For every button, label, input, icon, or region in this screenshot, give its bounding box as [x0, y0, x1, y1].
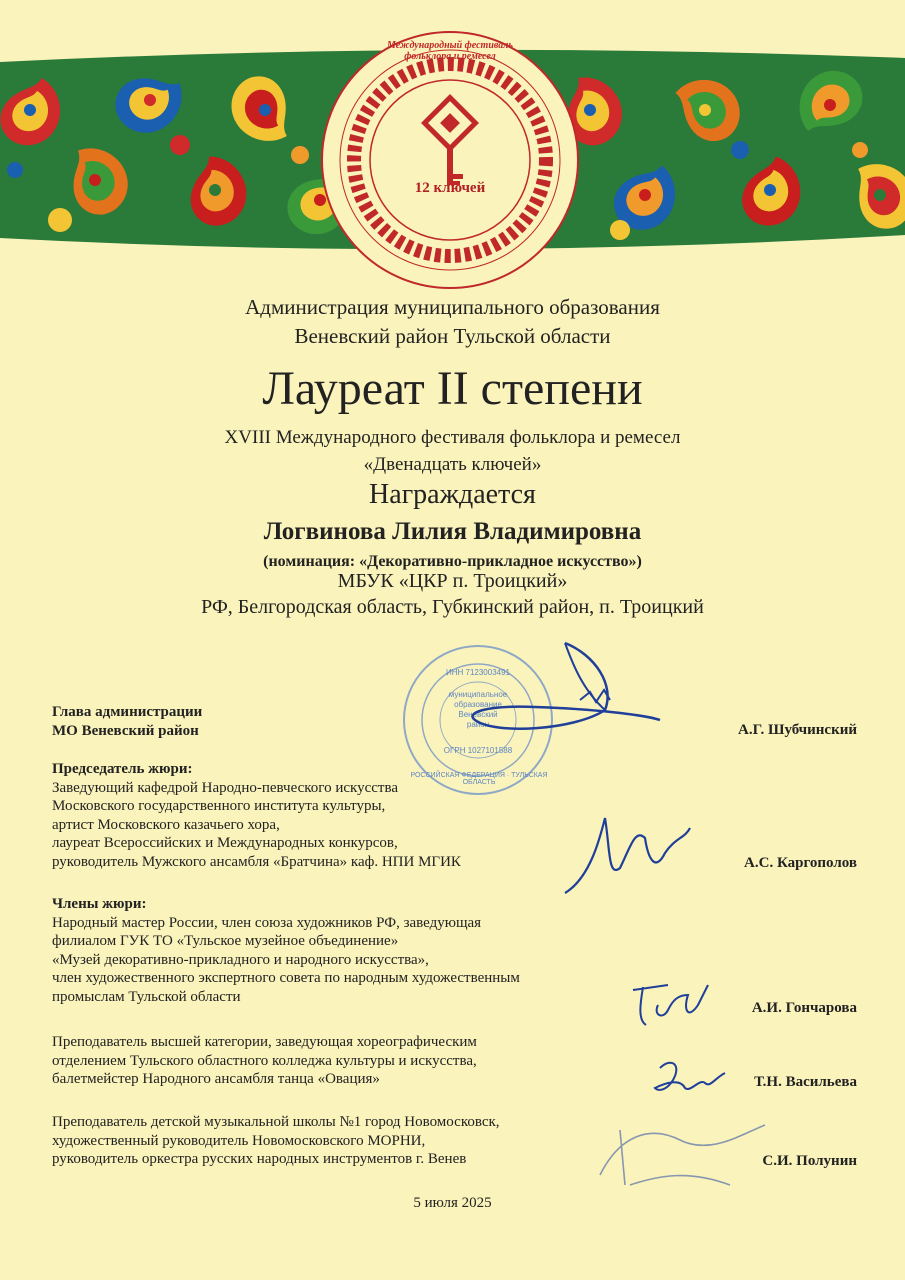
emblem-ring-text: Международный фестиваль фольклора и ремесел — [386, 40, 513, 62]
festival-line-1: XVIII Международного фестиваля фольклора и ремесел — [224, 427, 681, 448]
jury-members-heading: Члены жюри: — [52, 896, 147, 912]
signatory-polunin: С.И. Полунин — [762, 1153, 857, 1169]
location: РФ, Белгородская область, Губкинский район, п. Троицкий — [201, 596, 704, 618]
signatory-shubchinsky: А.Г. Шубчинский — [738, 722, 857, 738]
nomination: (номинация: «Декоративно-прикладное искусство») — [263, 553, 642, 570]
signatory-kargopolov: А.С. Каргополов — [744, 855, 857, 871]
head-of-admin-title: Глава администрации МО Веневский район — [52, 704, 203, 739]
award-label: Награждается — [369, 479, 536, 510]
organization: МБУК «ЦКР п. Троицкий» — [337, 570, 568, 592]
stamp-inn: ИНН 7123003491 — [445, 668, 511, 677]
festival-line-2: «Двенадцать ключей» — [363, 454, 542, 475]
jury-chair-heading: Председатель жюри: — [52, 761, 193, 777]
recipient-name: Логвинова Лилия Владимировна — [263, 518, 642, 545]
certificate-title: Лауреат II степени — [262, 362, 643, 415]
emblem-center-text: 12 ключей — [414, 180, 486, 196]
festival-name — [0, 424, 905, 478]
signature-goncharova-icon — [628, 975, 728, 1030]
signature-polunin-icon — [590, 1115, 770, 1205]
certificate-date: 5 июля 2025 — [413, 1195, 492, 1211]
signature-vasilyeva-icon — [650, 1048, 740, 1108]
stamp-outer-text: РОССИЙСКАЯ ФЕДЕРАЦИЯ · ТУЛЬСКАЯ ОБЛАСТЬ — [410, 772, 548, 786]
jury-chair-block: Председатель жюри: Заведующий кафедрой Народно-певческого искусства Московского государственного института культуры, артист Московского казачьего хора, лауреат Всероссийских и Международных конкурсов, руководитель Мужского ансамбля «Братчина» каф. НПИ МГИК — [52, 760, 612, 871]
jury-member-3-block: Преподаватель детской музыкальной школы №1 город Новомосковск, художественный руководитель Новомосковского МОРНИ, руководитель оркестра русских народных инструментов г. Венев — [52, 1114, 500, 1167]
festival-emblem — [322, 32, 578, 288]
administration-header — [0, 293, 905, 351]
stamp-ogrn: ОГРН 1027101588 — [443, 746, 513, 755]
signatory-vasilyeva: Т.Н. Васильева — [754, 1074, 857, 1090]
stamp-inner-text: муниципальное образование Веневский район — [448, 690, 508, 729]
jury-member-1-block: Члены жюри: Народный мастер России, член союза художников РФ, заведующая филиалом ГУК ТО «Тульское музейное объединение» «Музей декоративно-прикладного и народного искусства», член художественного экспертного совета по народным художественным промыслам Тульской области — [52, 895, 612, 1006]
signatory-goncharova: А.И. Гончарова — [751, 1000, 857, 1016]
admin-line-2: Веневский район Тульской области — [294, 324, 611, 348]
jury-member-2-block: Преподаватель высшей категории, заведующая хореографическим отделением Тульского областного колледжа культуры и искусства, балетмейстер Народного ансамбля танца «Овация» — [52, 1034, 477, 1087]
admin-line-1: Администрация муниципального образования — [245, 295, 660, 319]
